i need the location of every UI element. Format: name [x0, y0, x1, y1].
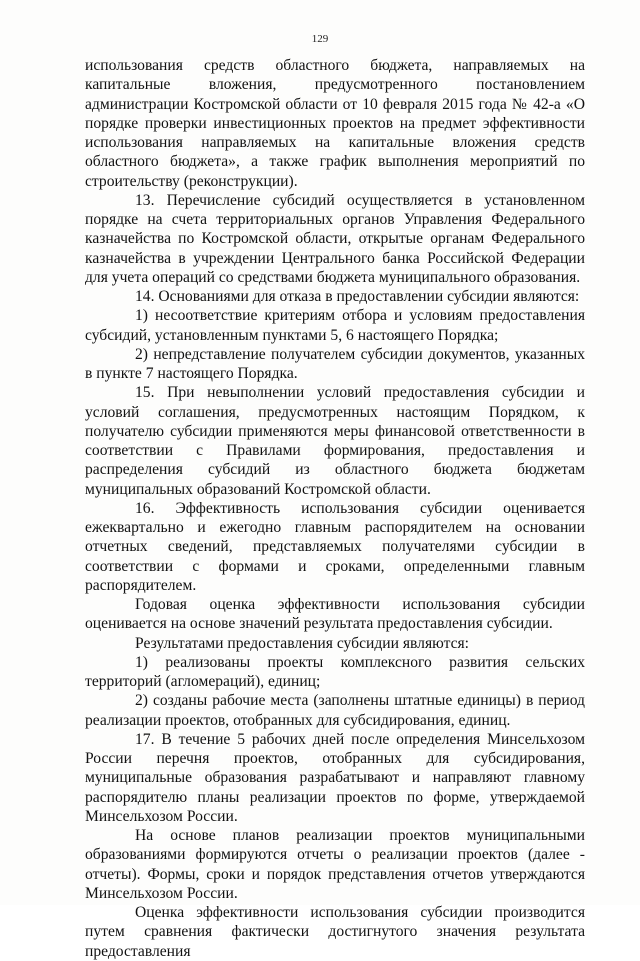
list-item: 1) реализованы проекты комплексного развития сельских территорий (агломераций), единиц; [85, 653, 585, 690]
paragraph: Годовая оценка эффективности использования субсидии оценивается на основе значений результата предоставления субсидии. [85, 596, 585, 633]
paragraph-item-14: 14. Основаниями для отказа в предоставлении субсидии являются: [135, 288, 580, 305]
page-number: 129 [311, 33, 329, 45]
document-body [85, 56, 585, 961]
paragraph-item-16: 16. Эффективность использования субсидии оценивается ежеквартально и ежегодно главным распорядителем на основании отчетных сведений, представляемых получателями субсидии в соответствии с формами и сроками, определенными главным распорядителем. [85, 499, 585, 594]
list-item: 2) непредставление получателем субсидии документов, указанных в пункте 7 настоящего Порядка. [85, 345, 585, 382]
paragraph: Результатами предоставления субсидии являются: [135, 634, 470, 652]
list-item: 2) созданы рабочие места (заполнены штатные единицы) в период реализации проектов, отобранных для субсидирования, единиц. [85, 692, 585, 729]
paragraph-item-17: 17. В течение 5 рабочих дней после определения Минсельхозом России перечня проектов, отобранных для субсидирования, муниципальные образования разрабатывают и направляют главному распорядителю планы реализации проектов по форме, утверждаемой Минсельхозом России. [85, 730, 585, 825]
paragraph: На основе планов реализации проектов муниципальными образованиями формируются отчеты о реализации проектов (далее - отчеты). Формы, сроки и порядок представления отчетов утверждаются Минсельхозом России. [85, 827, 585, 902]
paragraph: использования средств областного бюджета, направляемых на капитальные вложения, предусмотренного постановлением администрации Костромской области от 10 февраля 2015 года № 42-а «О порядке проверки инвестиционных проектов на предмет эффективности использования направляемых на капитальные вложения средств областного бюджета», а также график выполнения мероприятий по строительству (реконструкции). [85, 57, 585, 190]
paragraph-item-15: 15. При невыполнении условий предоставления субсидии и условий соглашения, предусмотренных настоящим Порядком, к получателю субсидии применяются меры финансовой ответственности в соответствии с Правилами формирования, предоставления и распределения субсидий из областного бюджета бюджетам муниципальных образований Костромской области. [85, 384, 585, 498]
paragraph: Оценка эффективности использования субсидии производится путем сравнения фактически достигнутого значения результата предоставления [85, 904, 585, 960]
list-item: 1) несоответствие критериям отбора и условиям предоставления субсидий, установленным пунктами 5, 6 настоящего Порядка; [85, 307, 585, 344]
paragraph-item-13: 13. Перечисление субсидий осуществляется в установленном порядке на счета территориальных органов Управления Федерального казначейства по Костромской области, открытые органам Федерального казначейства в учреждении Центрального банка Российской Федерации для учета операций со средствами бюджета муниципального образования. [85, 191, 585, 286]
